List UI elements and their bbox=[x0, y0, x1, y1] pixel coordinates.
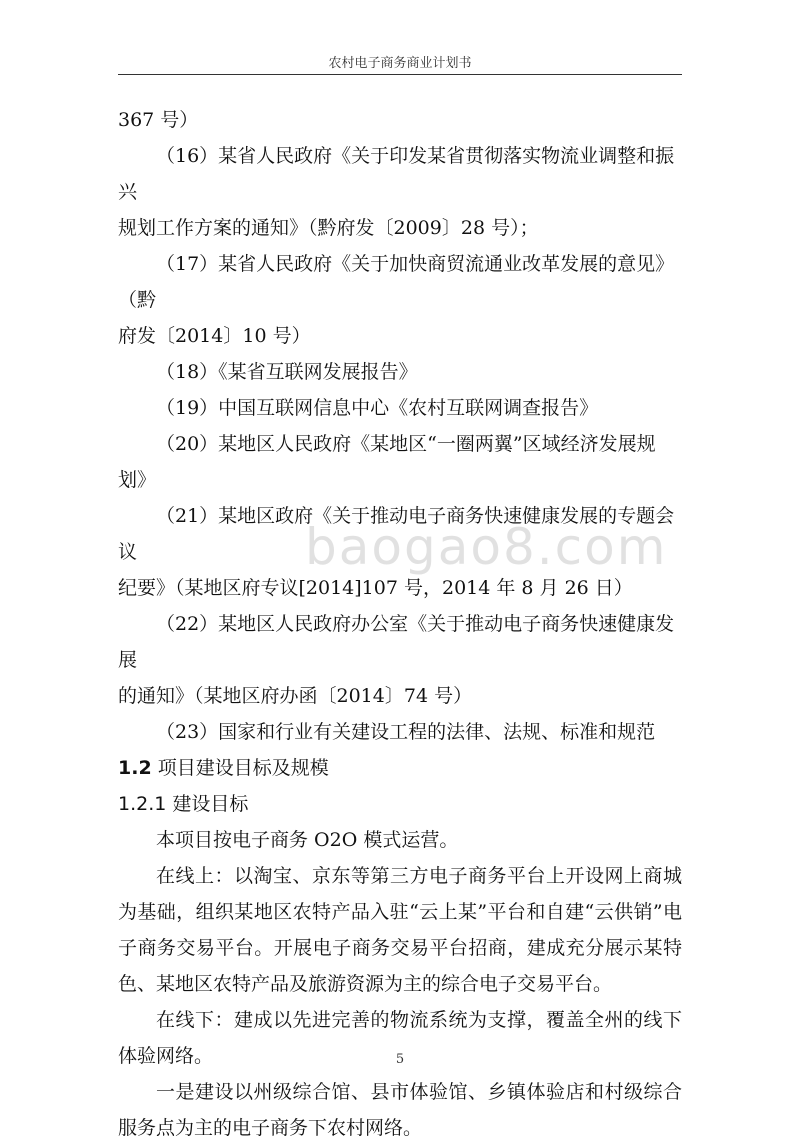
list-item-22-cont bbox=[118, 678, 682, 714]
list-item-20 bbox=[118, 426, 682, 498]
list-item-16 bbox=[118, 138, 682, 210]
list-item-17 bbox=[118, 246, 682, 318]
section-title: 项目建设目标及规模 bbox=[151, 757, 329, 779]
paragraph-mode: 本项目按电子商务 O2O 模式运营。 bbox=[156, 829, 459, 851]
document-body bbox=[118, 102, 682, 1146]
section-heading bbox=[118, 750, 682, 786]
list-item-16-cont bbox=[118, 210, 682, 246]
list-item-text: 府发〔2014〕10 号） bbox=[118, 325, 311, 347]
subsection-heading: 1.2.1 建设目标 bbox=[118, 793, 249, 815]
watermark: baogao8.com bbox=[305, 518, 668, 576]
paragraph-network: 一是建设以州级综合馆、县市体验馆、乡镇体验店和村级综合服务点为主的电子商务下农村网络。 bbox=[118, 1081, 682, 1139]
list-item-18 bbox=[118, 354, 682, 390]
paragraph-offline: 在线下：建成以先进完善的物流系统为支撑，覆盖全州的线下体验网络。 bbox=[118, 1009, 682, 1067]
list-item-17-cont bbox=[118, 318, 682, 354]
list-item-text: （19）中国互联网信息中心《农村互联网调查报告》 bbox=[156, 397, 599, 419]
list-item-text: （17）某省人民政府《关于加快商贸流通业改革发展的意见》（黔 bbox=[118, 253, 675, 311]
list-item-text: （18）《某省互联网发展报告》 bbox=[156, 361, 418, 383]
list-item-text: （16）某省人民政府《关于印发某省贯彻落实物流业调整和振兴 bbox=[118, 145, 675, 203]
list-item-text: （22）某地区人民政府办公室《关于推动电子商务快速健康发展 bbox=[118, 613, 675, 671]
list-item-19 bbox=[118, 390, 682, 426]
list-item-text: （21）某地区政府《关于推动电子商务快速健康发展的专题会议 bbox=[118, 505, 675, 563]
list-item-text: 367 号） bbox=[118, 109, 199, 131]
list-item-text: 规划工作方案的通知》（黔府发〔2009〕28 号）； bbox=[118, 217, 539, 239]
list-item-23 bbox=[118, 714, 682, 750]
list-item-22 bbox=[118, 606, 682, 678]
page-number: 5 bbox=[395, 1052, 405, 1067]
page-header-title: 农村电子商务商业计划书 bbox=[328, 56, 472, 71]
list-item-text: （20）某地区人民政府《某地区“一圈两翼”区域经济发展规划》 bbox=[118, 433, 656, 491]
list-item-15-tail bbox=[118, 102, 682, 138]
list-item-text: （23）国家和行业有关建设工程的法律、法规、标准和规范 bbox=[156, 721, 656, 743]
header-divider bbox=[118, 74, 682, 75]
list-item-text: 纪要》（某地区府专议[2014]107 号，2014 年 8 月 26 日） bbox=[118, 577, 633, 599]
paragraph-online: 在线上：以淘宝、京东等第三方电子商务平台上开设网上商城为基础，组织某地区农特产品入驻“云上某”平台和自建“云供销”电子商务交易平台。开展电子商务交易平台招商，建成充分展示某特色、某地区农特产品及旅游资源为主的综合电子交易平台。 bbox=[118, 865, 682, 995]
list-item-text: 的通知》（某地区府办函〔2014〕74 号） bbox=[118, 685, 473, 707]
section-number: 1.2 bbox=[118, 757, 152, 779]
